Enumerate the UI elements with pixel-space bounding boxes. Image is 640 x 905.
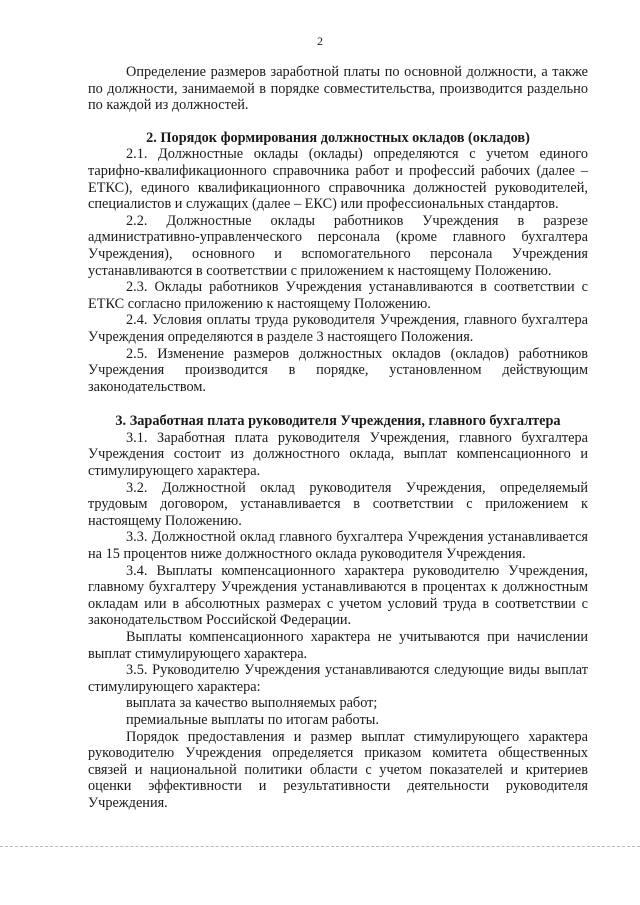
paragraph-2-4: 2.4. Условия оплаты труда руководителя Учреждения, главного бухгалтера Учреждения определяются в разделе 3 настоящего Положения. bbox=[88, 312, 588, 345]
paragraph-2-1: 2.1. Должностные оклады (оклады) определяются с учетом единого тарифно-квалификационного справочника работ и профессий рабочих (далее – ЕТКС), единого квалификационного справочника должностей руководителей, специалистов и служащих (далее – ЕКС) или профессиональных стандартов. bbox=[88, 146, 588, 213]
page-number: 2 bbox=[317, 34, 323, 48]
scan-edge-divider bbox=[0, 846, 640, 847]
section-3-heading: 3. Заработная плата руководителя Учреждения, главного бухгалтера bbox=[115, 413, 561, 430]
document-body bbox=[88, 64, 588, 812]
paragraph-3-3: 3.3. Должностной оклад главного бухгалтера Учреждения устанавливается на 15 процентов ниже должностного оклада руководителя Учреждения. bbox=[88, 529, 588, 563]
paragraph-3-2: 3.2. Должностной оклад руководителя Учреждения, определяемый трудовым договором, устанавливается в соответствии с приложением к настоящему Положению. bbox=[88, 479, 588, 529]
list-item-bonus-payment: премиальные выплаты по итогам работы. bbox=[126, 711, 379, 728]
intro-paragraph: Определение размеров заработной платы по основной должности, а также по должности, занимаемой в порядке совместительства, производится раздельно по каждой из должностей. bbox=[88, 64, 588, 114]
paragraph-3-4-note: Выплаты компенсационного характера не учитываются при начислении выплат стимулирующего характера. bbox=[88, 629, 588, 662]
paragraph-2-5: 2.5. Изменение размеров должностных окладов (окладов) работников Учреждения производится в порядке, установленном действующим законодательством. bbox=[88, 345, 588, 395]
spacer bbox=[88, 114, 588, 130]
paragraph-2-2: 2.2. Должностные оклады работников Учреждения в разрезе административно-управленческого персонала (кроме главного бухгалтера Учреждения), основного и вспомогательного персонала Учреждения устанавливаются в соответствии с приложением к настоящему Положению. bbox=[88, 212, 588, 279]
paragraph-2-3: 2.3. Оклады работников Учреждения устанавливаются в соответствии с ЕТКС согласно приложению к настоящему Положению. bbox=[88, 279, 588, 312]
spacer bbox=[88, 395, 588, 413]
section-2-heading: 2. Порядок формирования должностных окладов (окладов) bbox=[146, 129, 530, 146]
paragraph-3-4: 3.4. Выплаты компенсационного характера руководителю Учреждения, главному бухгалтеру Учреждения устанавливаются в процентах к должностным окладам или в абсолютных размерах с учетом условий труда в соответствии с законодательством Российской Федерации. bbox=[88, 562, 588, 629]
list-item-quality-payment: выплата за качество выполняемых работ; bbox=[126, 695, 378, 712]
paragraph-3-1: 3.1. Заработная плата руководителя Учреждения, главного бухгалтера Учреждения состоит из должностного оклада, выплат компенсационного и стимулирующего характера. bbox=[88, 429, 588, 480]
paragraph-3-5-procedure: Порядок предоставления и размер выплат стимулирующего характера руководителю Учреждения определяется приказом комитета общественных связей и национальной политики области с учетом показателей и критериев оценки эффективности и результативности деятельности руководителя Учреждения. bbox=[88, 728, 588, 811]
paragraph-3-5: 3.5. Руководителю Учреждения устанавливаются следующие виды выплат стимулирующего характера: bbox=[88, 662, 588, 695]
